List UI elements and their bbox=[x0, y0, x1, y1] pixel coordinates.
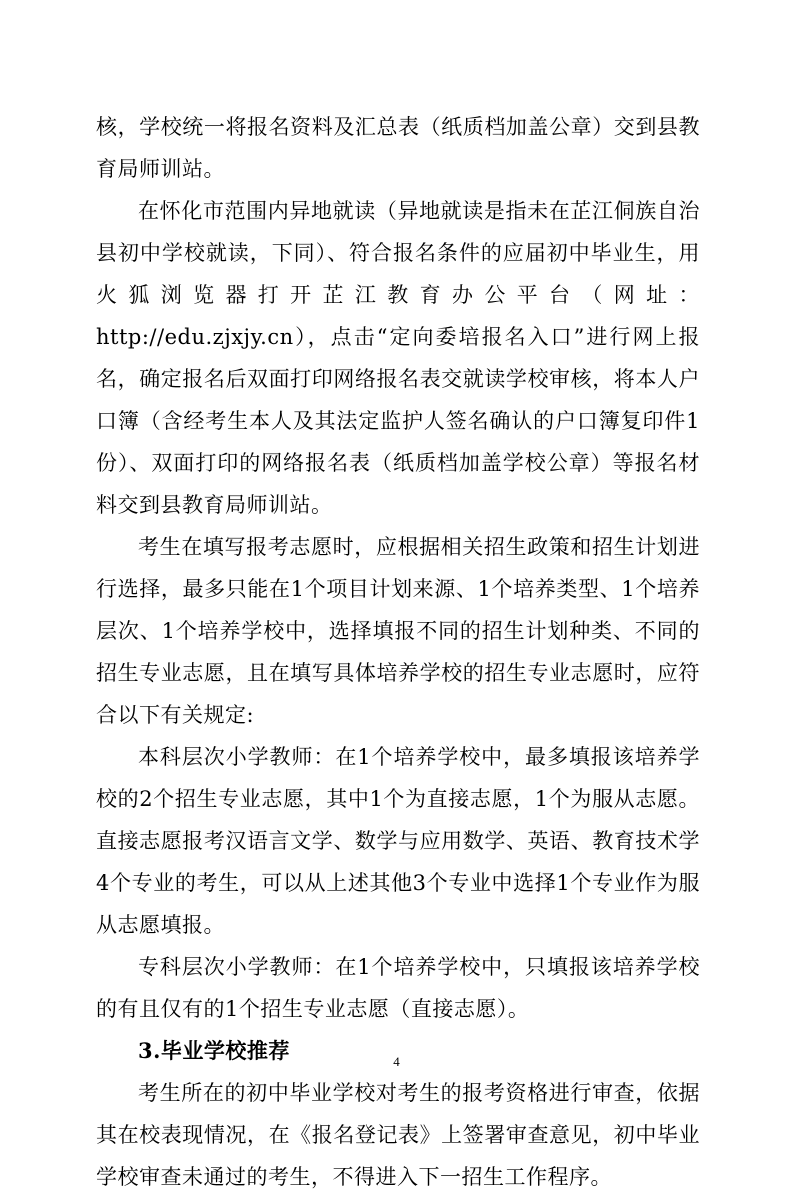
paragraph-school-recommendation: 考生所在的初中毕业学校对考生的报考资格进行审查，依据其在校表现情况，在《报名登记表》上签署审查意见，初中毕业学校审查未通过的考生，不得进入下一招生工作程序。 bbox=[96, 1081, 700, 1189]
paragraph-remote-study: 在怀化市范围内异地就读（异地就读是指未在芷江侗族自治县初中学校就读，下同）、符合报名条件的应届初中毕业生，用火狐浏览器打开芷江教育办公平台（网址：http://edu.zjxjy.cn），点击“定向委培报名入口”进行网上报名，确定报名后双面打印网络报名表交就读学校审核，将本人户口簿（含经考生本人及其法定监护人签名确认的户口簿复印件1份）、双面打印的网络报名表（纸质档加盖学校公章）等报名材料交到县教育局师训站。 bbox=[96, 199, 700, 517]
paragraph-application-choice: 考生在填写报考志愿时，应根据相关招生政策和招生计划进行选择，最多只能在1个项目计划来源、1个培养类型、1个培养层次、1个培养学校中，选择填报不同的招生计划种类、不同的招生专业志愿，且在填写具体培养学校的招生专业志愿时，应符合以下有关规定: bbox=[96, 535, 700, 727]
paragraph-college-rule: 专科层次小学教师：在1个培养学校中，只填报该培养学校的有且仅有的1个招生专业志愿（直接志愿）。 bbox=[96, 955, 700, 1021]
section-heading: 3.毕业学校推荐 bbox=[138, 1038, 290, 1063]
paragraph-undergraduate-rule: 本科层次小学教师：在1个培养学校中，最多填报该培养学校的2个招生专业志愿，其中1个为直接志愿，1个为服从志愿。直接志愿报考汉语言文学、数学与应用数学、英语、教育技术学4个专业的考生，可以从上述其他3个专业中选择1个专业作为服从志愿填报。 bbox=[96, 745, 700, 937]
page-number: 4 bbox=[393, 1054, 400, 1069]
paragraph-continued: 核，学校统一将报名资料及汇总表（纸质档加盖公章）交到县教育局师训站。 bbox=[96, 115, 700, 181]
document-body bbox=[96, 106, 700, 1198]
